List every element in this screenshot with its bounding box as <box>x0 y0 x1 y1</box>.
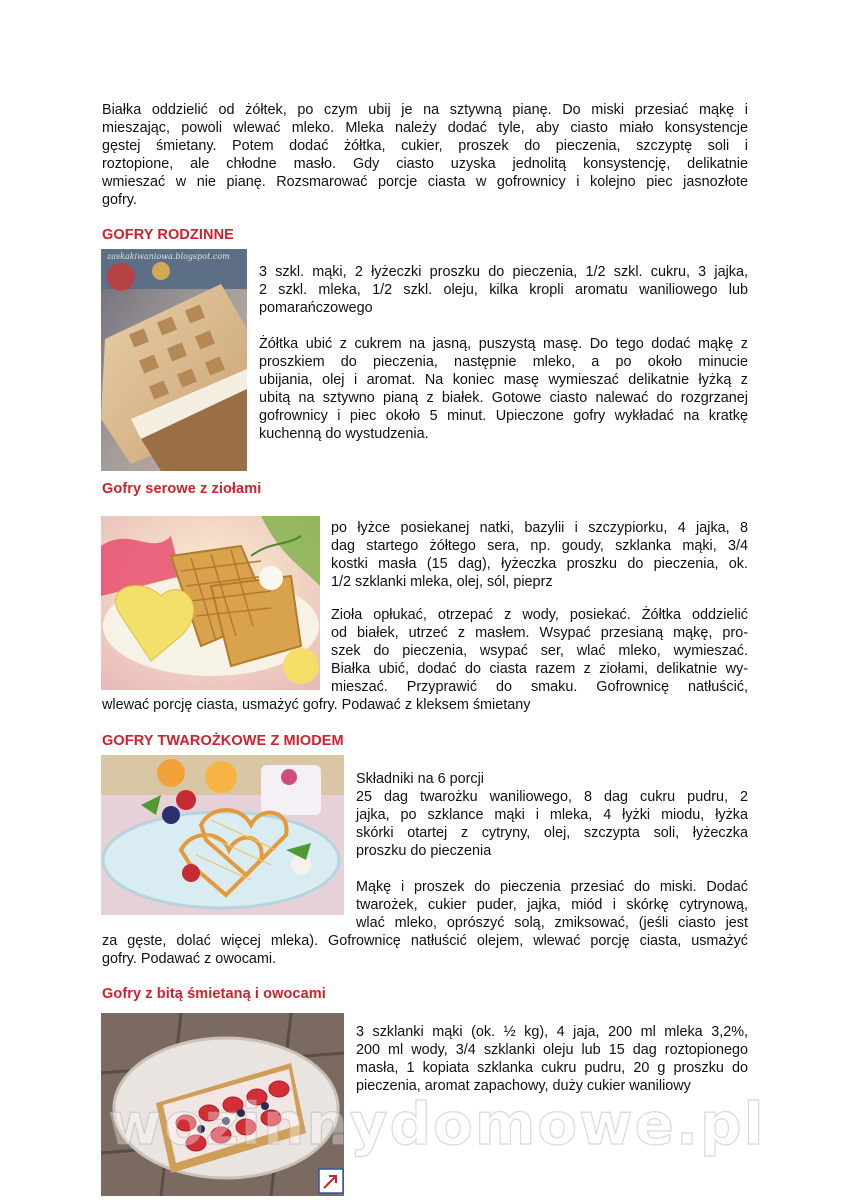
text-line: po łyżce posiekanej natki, bazylii i szczypiorku, 4 jajka, 8 <box>331 520 748 536</box>
ingredients-serowe <box>331 519 748 591</box>
steps-twarozkowe <box>356 878 748 932</box>
intro-paragraph <box>102 101 748 209</box>
text-line: szek do pieczenia, wsypać ser, wlać mleko, wymieszać. <box>331 643 748 659</box>
recipe-title: GOFRY TWAROŻKOWE Z MIODEM <box>102 733 344 749</box>
ingredients-twarozkowe <box>356 770 748 860</box>
text-line: 2 szkl. mleka, 1/2 szkl. oleju, kilka kropli aromatu waniliowego lub <box>259 282 748 298</box>
text-line: ubijania, olej i aromat. Na koniec masę wymieszać delikatnie łyżką z <box>259 372 748 388</box>
steps-serowe-full-width <box>102 696 748 714</box>
recipe-title: GOFRY RODZINNE <box>102 227 234 243</box>
text-line: wlać mleko, oprószyć solą, zmiksować, (jeśli ciasto jest <box>356 915 748 931</box>
waffle-photo-serowe <box>101 516 320 690</box>
text-line: kostki masła (15 dag), łyżeczka proszku do pieczenia, ok. <box>331 556 748 572</box>
text-line: gofrownicy i piec około 5 minut. Upieczone gofry wykładać na kratkę <box>259 408 748 424</box>
text-line: gęstej śmietany. Potem dodać żółtka, cukier, proszek do pieczenia, szczyptę soli i <box>102 138 748 154</box>
text-line: dag startego żółtego sera, np. goudy, szklanka mąki, 3/4 <box>331 538 748 554</box>
text-line: skórki otartej z cytryny, olej, szczypta soli, łyżeczka <box>356 825 748 841</box>
text-line: gofry. <box>102 192 137 208</box>
text-line: Zioła opłukać, otrzepać z wody, posiekać. Żółtka oddzielić <box>331 607 748 623</box>
text-line: jajka, po szklance mąki i mleka, 4 łyżki miodu, łyżka <box>356 807 748 823</box>
text-line: 3 szklanki mąki (ok. ½ kg), 4 jaja, 200 ml mleka 3,2%, <box>356 1024 748 1040</box>
text-line: wlewać porcję ciasta, usmażyć gofry. Podawać z kleksem śmietany <box>102 697 531 713</box>
recipe-title: Gofry z bitą śmietaną i owocami <box>102 986 326 1002</box>
steps-serowe <box>331 606 748 696</box>
link-arrow-icon <box>318 1168 344 1194</box>
text-line: Mąkę i proszek do pieczenia przesiać do miski. Dodać <box>356 879 748 895</box>
text-line: Składniki na 6 porcji <box>356 771 484 787</box>
text-line: 3 szkl. mąki, 2 łyżeczki proszku do pieczenia, 1/2 szkl. cukru, 3 jajka, <box>259 264 748 280</box>
ingredients-rodzinne <box>259 263 748 317</box>
photo-caption: zaskakiwaniowa.blogspot.com <box>107 252 230 261</box>
steps-rodzinne <box>259 335 748 443</box>
text-line: ubitą na sztywno pianą z białek. Gotowe ciasto nalewać do rozgrzanej <box>259 390 748 406</box>
site-watermark: wozinnydomowe.pl <box>108 1090 766 1158</box>
text-line: 25 dag twarożku waniliowego, 8 dag cukru pudru, 2 <box>356 789 748 805</box>
text-line: Białka ubić, dodać do ciasta razem z ziołami, delikatnie wy- <box>331 661 748 677</box>
text-line: kuchenną do wystudzenia. <box>259 426 429 442</box>
text-line: Żółtka ubić z cukrem na jasną, puszystą masę. Do tego dodać mąkę z <box>259 336 748 352</box>
recipe-title: Gofry serowe z ziołami <box>102 481 262 497</box>
steps-twarozkowe-full-width <box>102 932 748 968</box>
text-line: mieszać. Przyprawić do smaku. Gofrownicę natłuścić, <box>331 679 748 695</box>
text-line: twarożek, cukier puder, jajka, miód i skórkę cytrynową, <box>356 897 748 913</box>
text-line: gofry. Podawać z owocami. <box>102 951 277 967</box>
text-line: 1/2 szklanki mleka, olej, sól, pieprz <box>331 574 553 590</box>
waffle-photo-rodzinne <box>101 249 247 471</box>
text-line: pomarańczowego <box>259 300 373 316</box>
text-line: roztopione, ale chłodne masło. Gdy ciasto uzyska jednolitą konsystencję, delikatnie <box>102 156 748 172</box>
text-line: za gęste, dolać więcej mleka). Gofrownicę natłuścić olejem, wlewać porcję ciasta, usmażyć <box>102 933 748 949</box>
text-line: proszku do pieczenia <box>356 843 492 859</box>
waffle-photo-twarozkowe <box>101 755 344 915</box>
text-line: od białek, utrzeć z masłem. Wsypać przesianą mąkę, pro- <box>331 625 748 641</box>
text-line: masła, 1 kopiata szklanka cukru pudru, 20 g proszku do <box>356 1060 748 1076</box>
text-line: pieczenia, aromat zapachowy, duży cukier waniliowy <box>356 1078 691 1094</box>
text-line: mieszając, powoli wlewać mleko. Mleka należy dodać tyle, aby ciasto miało konsystencje <box>102 120 748 136</box>
text-line: 200 ml wody, 3/4 szklanki oleju lub 15 dag roztopionego <box>356 1042 748 1058</box>
text-line: Białka oddzielić od żółtek, po czym ubij je na sztywną pianę. Do miski przesiać mąkę i <box>102 102 748 118</box>
text-line: wmieszać w nie pianę. Rozsmarować porcje ciasta w gofrownicy i kolejno piec jasnozłote <box>102 174 748 190</box>
text-line: proszkiem do pieczenia, następnie mleko, a po około minucie <box>259 354 748 370</box>
ingredients-bita-smietana <box>356 1023 748 1095</box>
